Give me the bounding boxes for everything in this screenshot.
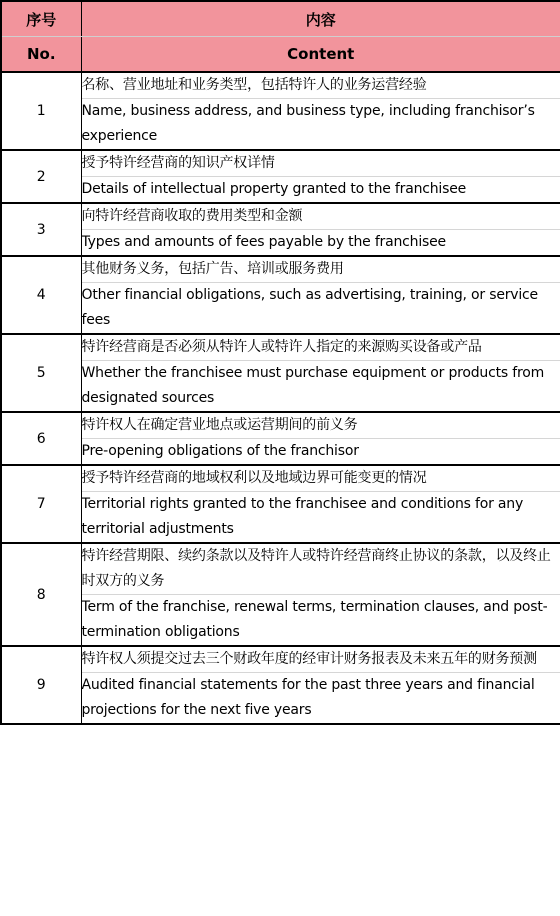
row-content-zh: 特许权人在确定营业地点或运营期间的前义务 [81, 412, 560, 439]
row-content-en: Audited financial statements for the past three years and financial projections for the next five years [81, 673, 560, 725]
table-row [1, 283, 560, 335]
header-no-zh: 序号 [1, 1, 81, 37]
row-content-en: Details of intellectual property granted to the franchisee [81, 177, 560, 204]
table-row [1, 230, 560, 257]
table-row [1, 177, 560, 204]
table-row [1, 72, 560, 99]
row-number: 8 [1, 543, 81, 646]
row-content-zh: 特许经营期限、续约条款以及特许人或特许经营商终止协议的条款，以及终止时双方的义务 [81, 543, 560, 595]
row-content-zh: 名称、营业地址和业务类型，包括特许人的业务运营经验 [81, 72, 560, 99]
row-number: 9 [1, 646, 81, 724]
row-number: 2 [1, 150, 81, 203]
row-content-en: Other financial obligations, such as advertising, training, or service fees [81, 283, 560, 335]
table-row [1, 361, 560, 413]
table-row [1, 256, 560, 283]
row-content-en: Types and amounts of fees payable by the franchisee [81, 230, 560, 257]
table-row [1, 595, 560, 647]
row-content-zh: 特许权人须提交过去三个财政年度的经审计财务报表及未来五年的财务预测 [81, 646, 560, 673]
header-row-english [1, 37, 560, 73]
row-content-en: Pre-opening obligations of the franchisor [81, 439, 560, 466]
row-content-zh: 授予特许经营商的地域权利以及地域边界可能变更的情况 [81, 465, 560, 492]
table-row [1, 646, 560, 673]
table-row [1, 492, 560, 544]
row-content-en: Name, business address, and business type, including franchisor’s experience [81, 99, 560, 151]
header-content-zh: 内容 [81, 1, 560, 37]
table-row [1, 334, 560, 361]
row-content-en: Term of the franchise, renewal terms, termination clauses, and post-termination obligations [81, 595, 560, 647]
table-row [1, 673, 560, 725]
row-content-zh: 向特许经营商收取的费用类型和金额 [81, 203, 560, 230]
row-number: 5 [1, 334, 81, 412]
table-row [1, 465, 560, 492]
table-row [1, 150, 560, 177]
table-row [1, 203, 560, 230]
table-row [1, 439, 560, 466]
table-row [1, 412, 560, 439]
table-row [1, 99, 560, 151]
row-number: 3 [1, 203, 81, 256]
row-number: 1 [1, 72, 81, 150]
row-number: 6 [1, 412, 81, 465]
row-content-en: Territorial rights granted to the franchisee and conditions for any territorial adjustments [81, 492, 560, 544]
row-content-zh: 特许经营商是否必须从特许人或特许人指定的来源购买设备或产品 [81, 334, 560, 361]
row-content-zh: 其他财务义务，包括广告、培训或服务费用 [81, 256, 560, 283]
row-number: 7 [1, 465, 81, 543]
table-row [1, 543, 560, 595]
header-row-chinese [1, 1, 560, 37]
row-content-en: Whether the franchisee must purchase equipment or products from designated sources [81, 361, 560, 413]
header-no-en: No. [1, 37, 81, 73]
row-content-zh: 授予特许经营商的知识产权详情 [81, 150, 560, 177]
header-content-en: Content [81, 37, 560, 73]
row-number: 4 [1, 256, 81, 334]
